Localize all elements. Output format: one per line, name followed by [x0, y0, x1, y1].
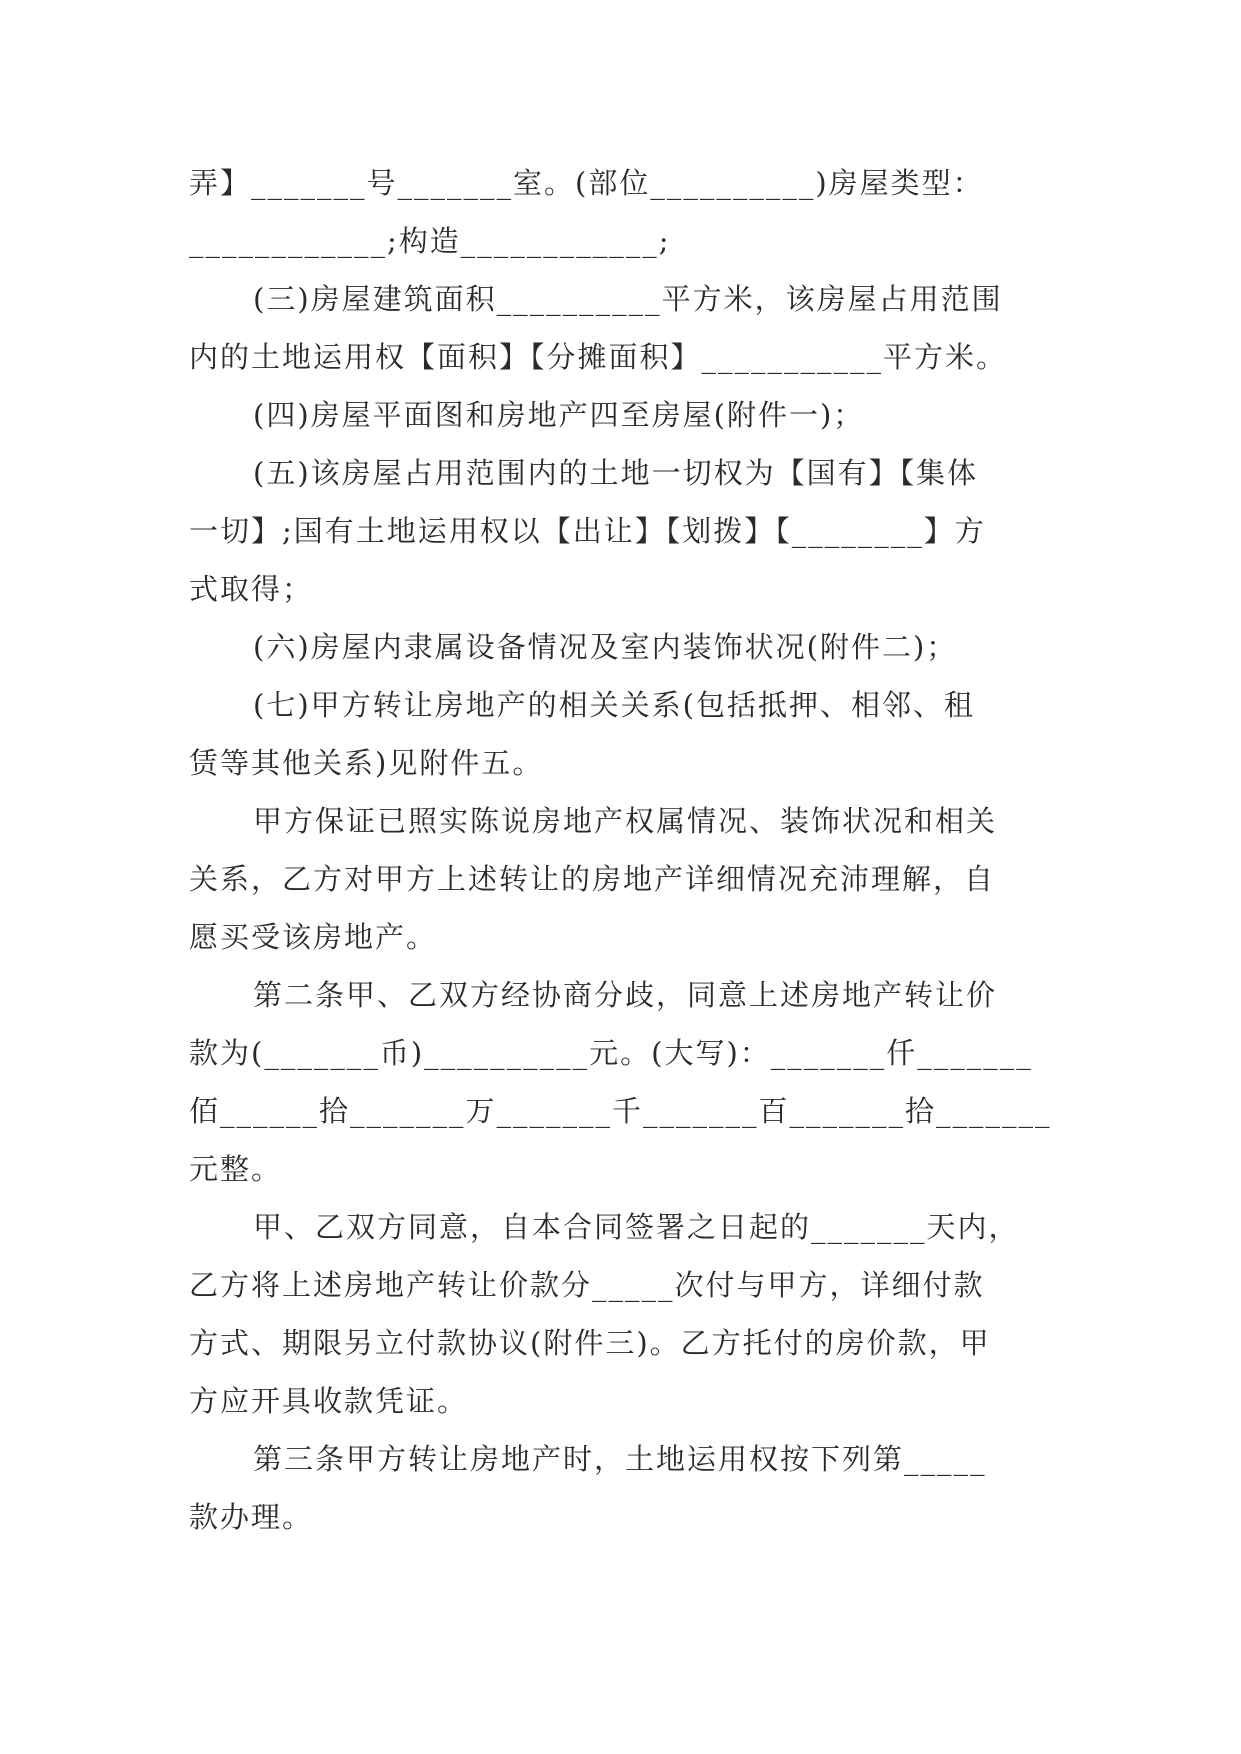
- text-line-19: 甲、乙双方同意，自本合同签署之日起的_______天内，: [253, 1210, 1020, 1244]
- text-line-10: (七)甲方转让房地产的相关关系(包括抵押、相邻、租: [253, 688, 975, 722]
- text-line-6: (五)该房屋占用范围内的土地一切权为【国有】【集体: [253, 456, 979, 490]
- text-line-17: 佰______拾_______万_______千_______百_______拾_______: [189, 1094, 1052, 1128]
- text-line-12: 甲方保证已照实陈说房地产权属情况、装饰状况和相关: [253, 804, 998, 838]
- text-line-11: 赁等其他关系)见附件五。: [189, 746, 544, 780]
- text-line-15: 第二条甲、乙双方经协商分歧，同意上述房地产转让价: [253, 978, 998, 1012]
- text-line-23: 第三条甲方转让房地产时，土地运用权按下列第_____: [253, 1442, 987, 1476]
- text-line-22: 方应开具收款凭证。: [189, 1384, 469, 1418]
- text-line-8: 式取得；: [189, 572, 314, 606]
- text-line-18: 元整。: [189, 1152, 283, 1186]
- text-line-21: 方式、期限另立付款协议(附件三)。乙方托付的房价款，甲: [189, 1326, 991, 1360]
- text-line-13: 关系，乙方对甲方上述转让的房地产详细情况充沛理解，自: [189, 862, 996, 896]
- text-line-1: 弄】_______号_______室。(部位__________)房屋类型：: [189, 166, 984, 200]
- text-line-9: (六)房屋内隶属设备情况及室内装饰状况(附件二)；: [253, 630, 958, 664]
- text-line-7: 一切】;国有土地运用权以【出让】【划拨】【________】方: [189, 514, 986, 548]
- text-line-5: (四)房屋平面图和房地产四至房屋(附件一)；: [253, 398, 865, 432]
- text-line-16: 款为(_______币)__________元。(大写)：_______仟_______: [189, 1036, 1033, 1070]
- text-line-4: 内的土地运用权【面积】【分摊面积】___________平方米。: [189, 340, 1008, 374]
- text-line-20: 乙方将上述房地产转让价款分_____次付与甲方，详细付款: [189, 1268, 985, 1302]
- text-line-3: (三)房屋建筑面积__________平方米，该房屋占用范围: [253, 282, 1003, 316]
- text-line-24: 款办理。: [189, 1500, 314, 1534]
- text-line-2: ____________;构造____________;: [189, 224, 671, 258]
- document-body: [189, 154, 1053, 1546]
- text-line-14: 愿买受该房地产。: [189, 920, 438, 954]
